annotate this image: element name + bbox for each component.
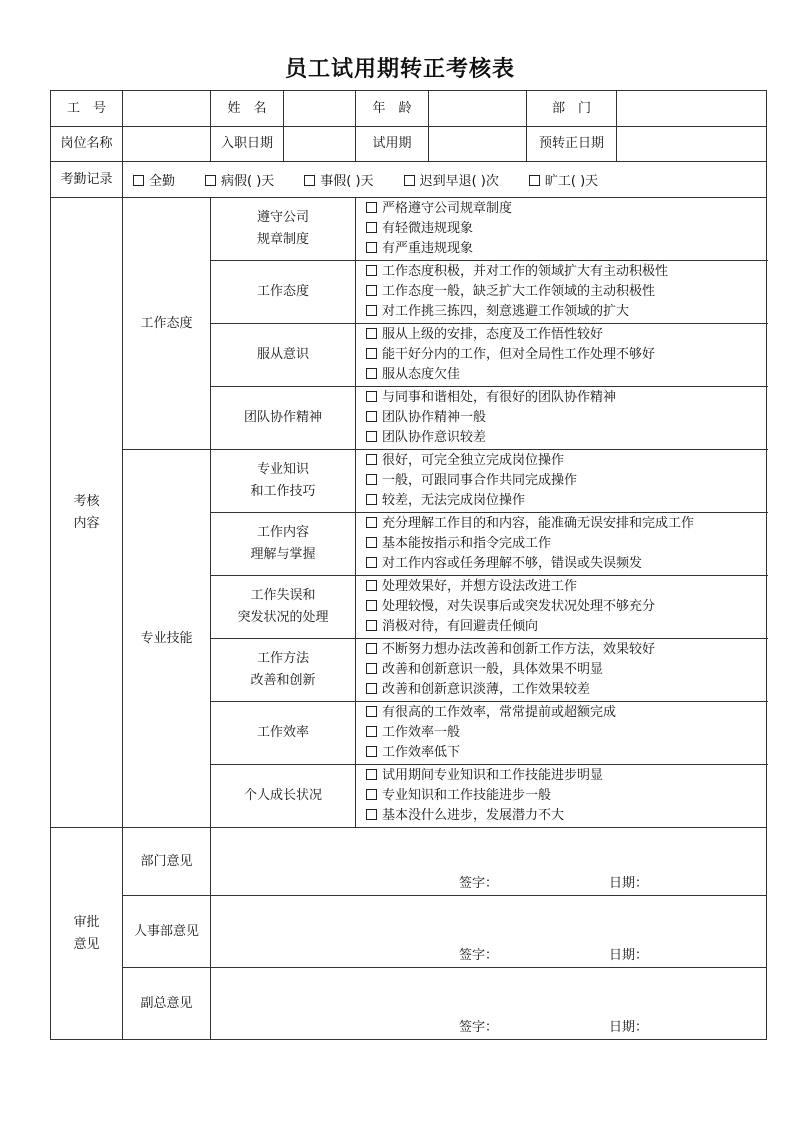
attendance-absent[interactable]: 旷工( )天 bbox=[529, 170, 598, 189]
option[interactable]: 服从上级的安排，态度及工作悟性较好 bbox=[366, 325, 766, 345]
option[interactable]: 充分理解工作目的和内容，能准确无误安排和完成工作 bbox=[366, 514, 766, 534]
option[interactable]: 专业知识和工作技能进步一般 bbox=[366, 786, 766, 806]
checkbox-icon[interactable] bbox=[366, 328, 377, 339]
checkbox-icon[interactable] bbox=[366, 285, 377, 296]
option[interactable]: 改善和创新意识淡薄，工作效果较差 bbox=[366, 680, 766, 700]
checkbox-icon[interactable] bbox=[366, 557, 377, 568]
option[interactable]: 很好，可完全独立完成岗位操作 bbox=[366, 451, 766, 471]
dept-label: 部 门 bbox=[527, 91, 617, 127]
option[interactable]: 基本能按指示和指令完成工作 bbox=[366, 534, 766, 554]
checkbox-icon[interactable] bbox=[366, 769, 377, 780]
attendance-label: 考勤记录 bbox=[51, 162, 123, 198]
option[interactable]: 基本没什么进步，发展潜力不大 bbox=[366, 806, 766, 826]
group-label: 专业技能 bbox=[123, 450, 211, 828]
checkbox-icon[interactable] bbox=[366, 683, 377, 694]
item-label: 工作方法 改善和创新 bbox=[211, 639, 356, 702]
item-options bbox=[356, 765, 767, 828]
option[interactable]: 试用期间专业知识和工作技能进步明显 bbox=[366, 766, 766, 786]
option[interactable]: 处理较慢，对失误事后或突发状况处理不够充分 bbox=[366, 597, 766, 617]
vp-opinion-field[interactable] bbox=[211, 968, 767, 1040]
checkbox-icon[interactable] bbox=[366, 305, 377, 316]
approval-label: 部门意见 bbox=[123, 828, 211, 896]
option[interactable]: 有严重违规现象 bbox=[366, 239, 766, 259]
item-options bbox=[356, 261, 767, 324]
approval-row bbox=[51, 896, 767, 968]
probation-field[interactable] bbox=[429, 127, 527, 162]
basic-info-row-2 bbox=[51, 127, 767, 162]
checkbox-icon[interactable] bbox=[366, 706, 377, 717]
assessment-item-row bbox=[51, 198, 767, 261]
checkbox-icon[interactable] bbox=[366, 620, 377, 631]
checkbox-icon[interactable] bbox=[366, 222, 377, 233]
dept-field[interactable] bbox=[617, 91, 767, 127]
checkbox-icon[interactable] bbox=[366, 474, 377, 485]
group-label: 工作态度 bbox=[123, 198, 211, 450]
signature-label: 签字： bbox=[459, 1020, 499, 1035]
item-label: 工作失误和 突发状况的处理 bbox=[211, 576, 356, 639]
option[interactable]: 对工作内容或任务理解不够，错误或失误频发 bbox=[366, 554, 766, 574]
item-options bbox=[356, 576, 767, 639]
attendance-full[interactable]: 全勤 bbox=[133, 170, 175, 189]
checkbox-icon[interactable] bbox=[366, 411, 377, 422]
option[interactable]: 工作态度积极，并对工作的领域扩大有主动积极性 bbox=[366, 262, 766, 282]
assessment-item-row bbox=[51, 450, 767, 513]
approval-row bbox=[51, 968, 767, 1040]
checkbox-icon[interactable] bbox=[529, 175, 540, 186]
item-options bbox=[356, 198, 767, 261]
option[interactable]: 工作效率一般 bbox=[366, 723, 766, 743]
emp-no-field[interactable] bbox=[123, 91, 211, 127]
attendance-late[interactable]: 迟到早退( )次 bbox=[404, 170, 499, 189]
option[interactable]: 工作效率低下 bbox=[366, 743, 766, 763]
option[interactable]: 一般，可跟同事合作共同完成操作 bbox=[366, 471, 766, 491]
option[interactable]: 团队协作意识较差 bbox=[366, 428, 766, 448]
checkbox-icon[interactable] bbox=[366, 454, 377, 465]
checkbox-icon[interactable] bbox=[366, 746, 377, 757]
position-label: 岗位名称 bbox=[51, 127, 123, 162]
checkbox-icon[interactable] bbox=[366, 600, 377, 611]
item-label: 工作内容 理解与掌握 bbox=[211, 513, 356, 576]
checkbox-icon[interactable] bbox=[366, 265, 377, 276]
option[interactable]: 有轻微违规现象 bbox=[366, 219, 766, 239]
option[interactable]: 能干好分内的工作，但对全局性工作处理不够好 bbox=[366, 345, 766, 365]
name-field[interactable] bbox=[284, 91, 356, 127]
option[interactable]: 严格遵守公司规章制度 bbox=[366, 199, 766, 219]
checkbox-icon[interactable] bbox=[366, 643, 377, 654]
position-field[interactable] bbox=[123, 127, 211, 162]
date-label: 日期： bbox=[609, 1020, 649, 1035]
checkbox-icon[interactable] bbox=[366, 202, 377, 213]
checkbox-icon[interactable] bbox=[366, 494, 377, 505]
attendance-row bbox=[51, 162, 767, 198]
probation-label: 试用期 bbox=[356, 127, 429, 162]
dept-opinion-field[interactable] bbox=[211, 828, 767, 896]
option[interactable]: 服从态度欠佳 bbox=[366, 365, 766, 385]
date-label: 日期： bbox=[609, 876, 649, 891]
assessment-form-table bbox=[50, 90, 767, 1040]
checkbox-icon[interactable] bbox=[366, 537, 377, 548]
item-options bbox=[356, 513, 767, 576]
signature-label: 签字： bbox=[459, 948, 499, 963]
date-label: 日期： bbox=[609, 948, 649, 963]
checkbox-icon[interactable] bbox=[366, 726, 377, 737]
item-options bbox=[356, 450, 767, 513]
option[interactable]: 对工作挑三拣四，刻意逃避工作领域的扩大 bbox=[366, 302, 766, 322]
option[interactable]: 较差，无法完成岗位操作 bbox=[366, 491, 766, 511]
option[interactable]: 改善和创新意识一般，具体效果不明显 bbox=[366, 660, 766, 680]
option[interactable]: 有很高的工作效率，常常提前或超额完成 bbox=[366, 703, 766, 723]
checkbox-icon[interactable] bbox=[133, 175, 144, 186]
item-label: 工作态度 bbox=[211, 261, 356, 324]
checkbox-icon[interactable] bbox=[366, 368, 377, 379]
checkbox-icon[interactable] bbox=[366, 391, 377, 402]
item-options bbox=[356, 702, 767, 765]
approval-section-label: 审批 意见 bbox=[51, 828, 123, 1040]
option[interactable]: 与同事和谐相处，有很好的团队协作精神 bbox=[366, 388, 766, 408]
signature-label: 签字： bbox=[459, 876, 499, 891]
entry-date-label: 入职日期 bbox=[211, 127, 284, 162]
expected-date-field[interactable] bbox=[617, 127, 767, 162]
approval-label: 副总意见 bbox=[123, 968, 211, 1040]
option[interactable]: 消极对待，有回避责任倾向 bbox=[366, 617, 766, 637]
hr-opinion-field[interactable] bbox=[211, 896, 767, 968]
item-options bbox=[356, 324, 767, 387]
item-label: 个人成长状况 bbox=[211, 765, 356, 828]
option[interactable]: 团队协作精神一般 bbox=[366, 408, 766, 428]
checkbox-icon[interactable] bbox=[366, 517, 377, 528]
assessment-section-label: 考核 内容 bbox=[51, 198, 123, 828]
item-label: 服从意识 bbox=[211, 324, 356, 387]
form-title: 员工试用期转正考核表 bbox=[284, 57, 515, 82]
checkbox-icon[interactable] bbox=[404, 175, 415, 186]
name-label: 姓 名 bbox=[211, 91, 284, 127]
option[interactable]: 处理效果好，并想方设法改进工作 bbox=[366, 577, 766, 597]
item-options bbox=[356, 387, 767, 450]
attendance-personal[interactable]: 事假( )天 bbox=[304, 170, 373, 189]
checkbox-icon[interactable] bbox=[366, 242, 377, 253]
checkbox-icon[interactable] bbox=[366, 580, 377, 591]
item-options bbox=[356, 639, 767, 702]
checkbox-icon[interactable] bbox=[366, 348, 377, 359]
attendance-sick[interactable]: 病假( )天 bbox=[205, 170, 274, 189]
approval-label: 人事部意见 bbox=[123, 896, 211, 968]
item-label: 工作效率 bbox=[211, 702, 356, 765]
expected-date-label: 预转正日期 bbox=[527, 127, 617, 162]
attendance-options bbox=[123, 162, 767, 198]
age-label: 年 龄 bbox=[356, 91, 429, 127]
checkbox-icon[interactable] bbox=[366, 431, 377, 442]
basic-info-row-1 bbox=[51, 91, 767, 127]
item-label: 遵守公司 规章制度 bbox=[211, 198, 356, 261]
checkbox-icon[interactable] bbox=[366, 663, 377, 674]
checkbox-icon[interactable] bbox=[304, 175, 315, 186]
emp-no-label: 工 号 bbox=[51, 91, 123, 127]
entry-date-field[interactable] bbox=[284, 127, 356, 162]
option[interactable]: 工作态度一般，缺乏扩大工作领域的主动积极性 bbox=[366, 282, 766, 302]
checkbox-icon[interactable] bbox=[205, 175, 216, 186]
item-label: 团队协作精神 bbox=[211, 387, 356, 450]
item-label: 专业知识 和工作技巧 bbox=[211, 450, 356, 513]
checkbox-icon[interactable] bbox=[366, 809, 377, 820]
option[interactable]: 不断努力想办法改善和创新工作方法，效果较好 bbox=[366, 640, 766, 660]
approval-row bbox=[51, 828, 767, 896]
age-field[interactable] bbox=[429, 91, 527, 127]
checkbox-icon[interactable] bbox=[366, 789, 377, 800]
